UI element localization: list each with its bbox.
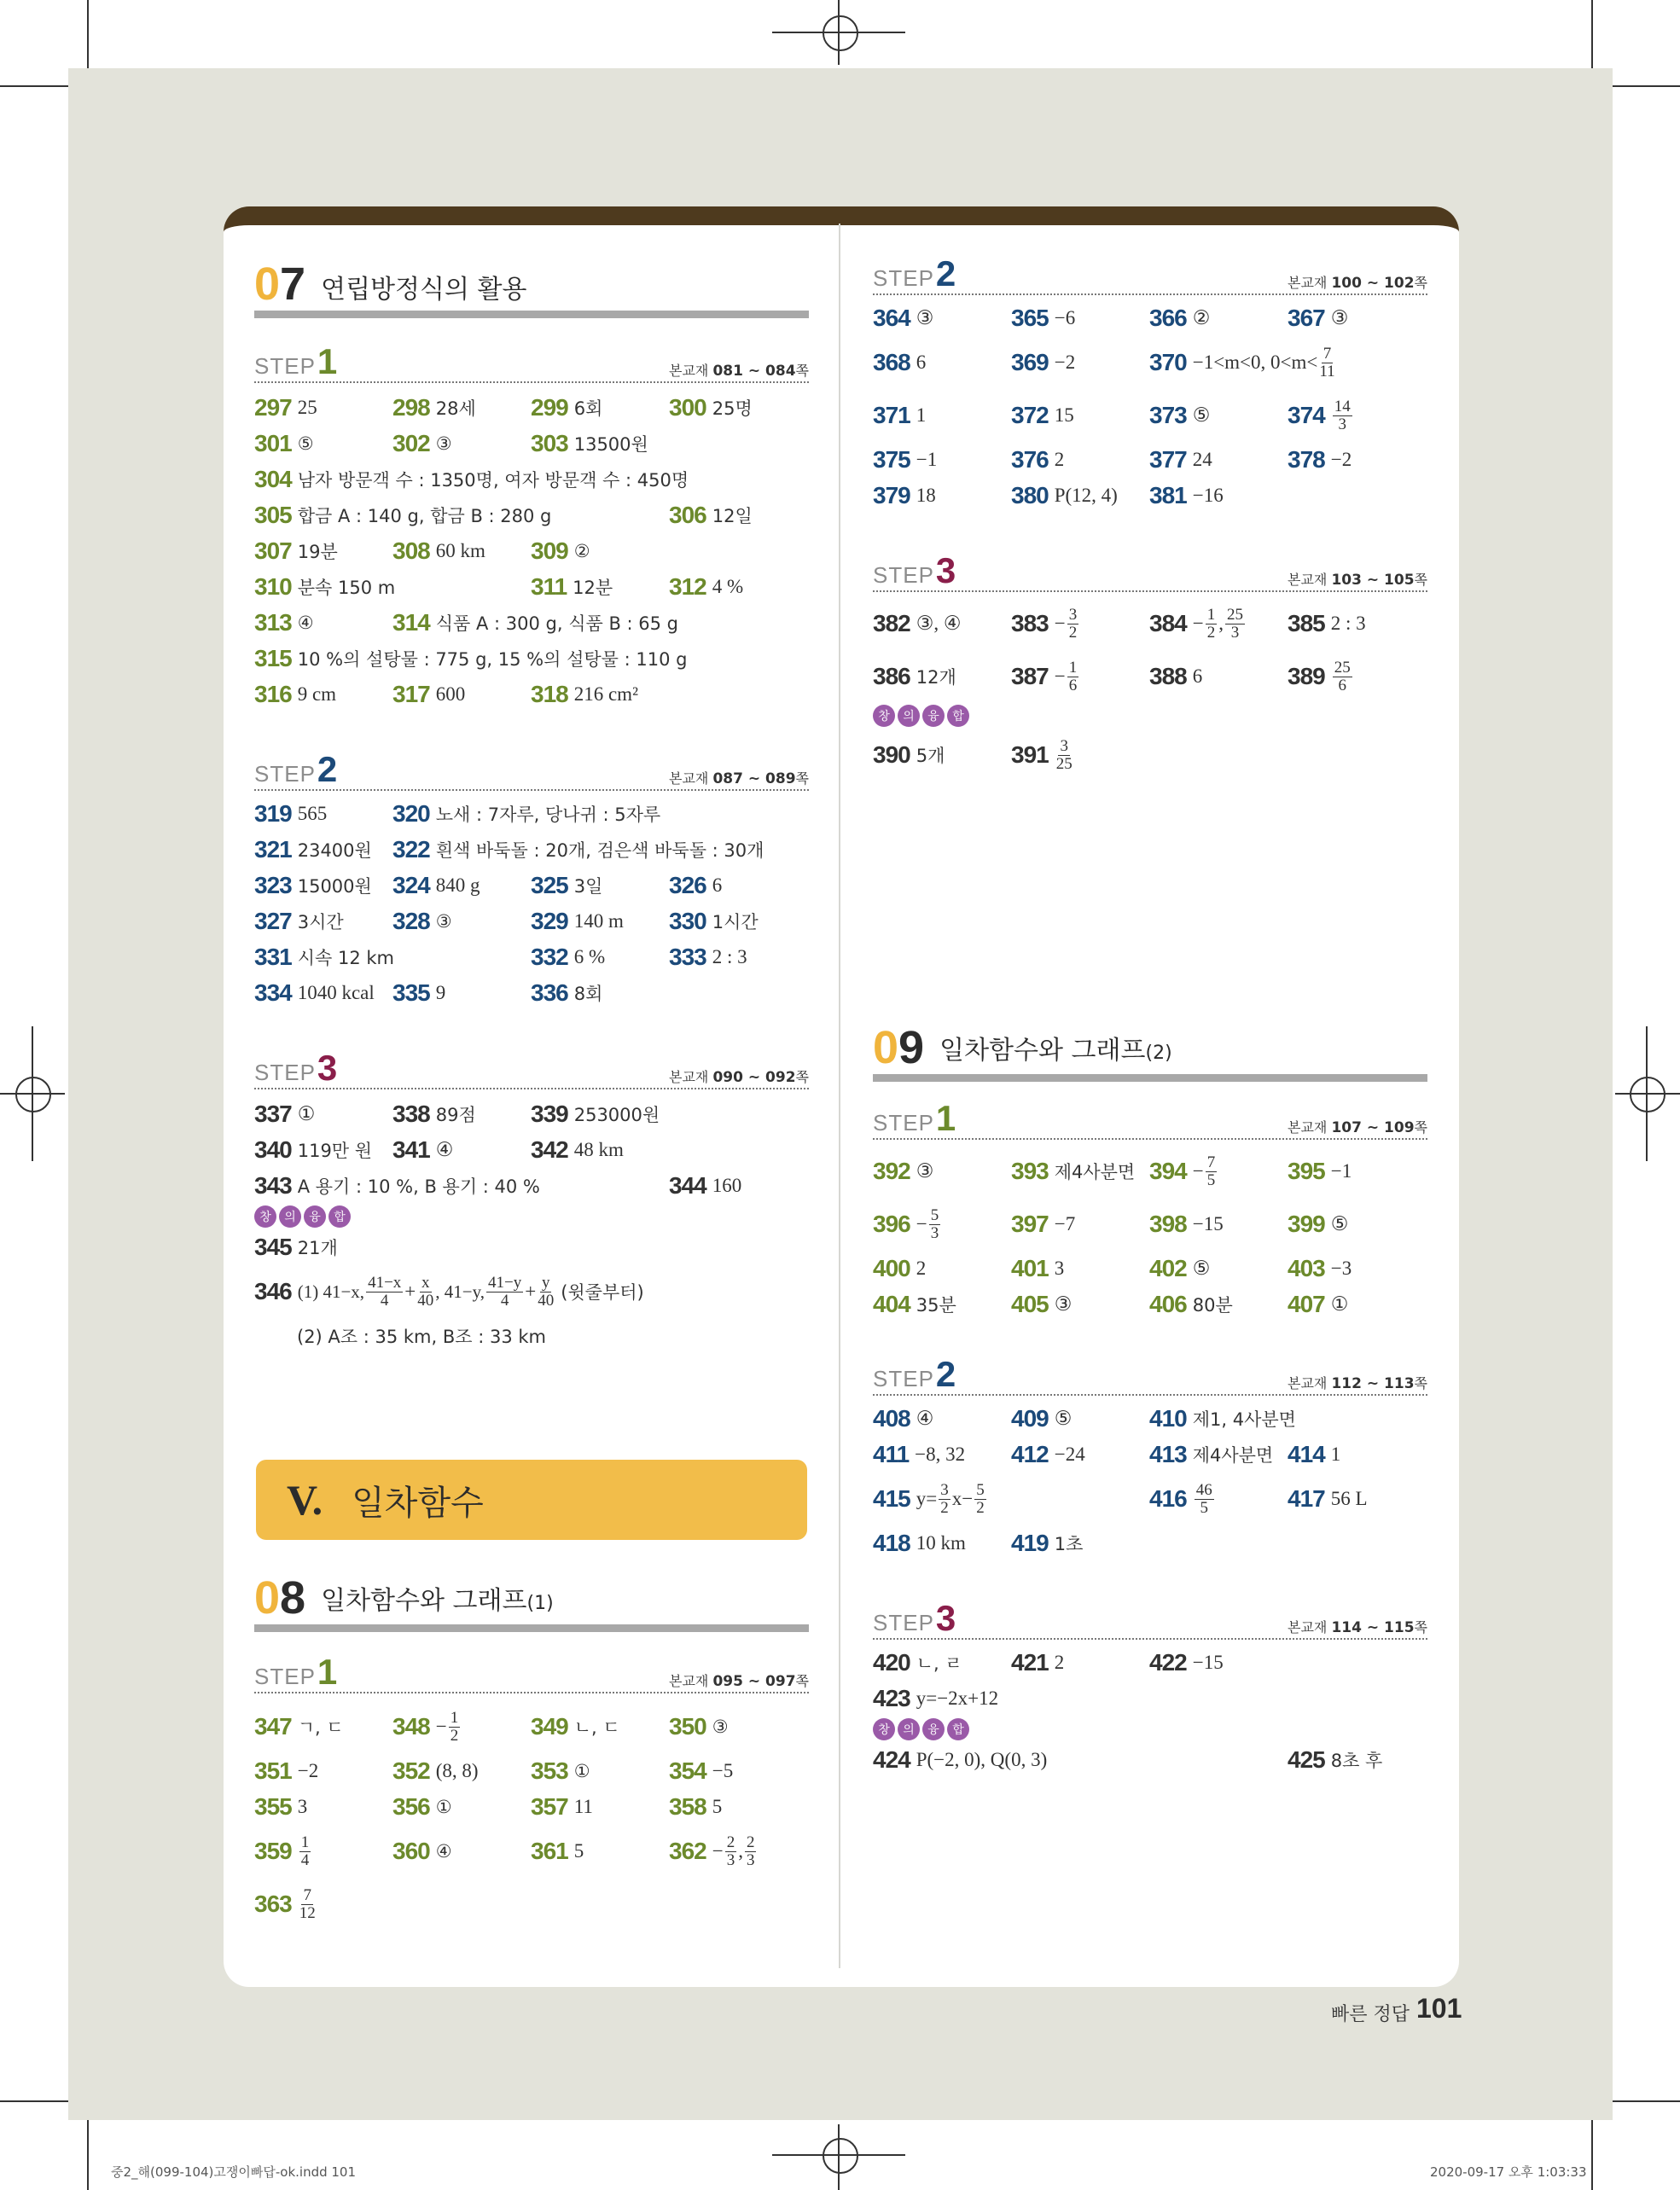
answer-item: 424 P(−2, 0), Q(0, 3) <box>873 1746 1048 1773</box>
answer-grid <box>254 1700 809 1931</box>
step-number: 1 <box>317 341 338 381</box>
step-header <box>254 1049 809 1089</box>
answer-grid <box>873 1145 1427 1322</box>
answer-item: 323 15000원 <box>254 872 372 898</box>
answer-item: 388 6 <box>1149 663 1203 689</box>
answer-item: 380 P(12, 4) <box>1011 482 1118 508</box>
answer-item: 400 2 <box>873 1255 927 1281</box>
answer-item: 384 − $\frac{1}{2}$ , $\frac{25}{3}$ <box>1149 605 1243 642</box>
answer-item: 383 − $\frac{3}{2}$ <box>1011 605 1078 642</box>
answer-grid <box>873 1742 1427 1778</box>
answer-item: 302 ③ <box>392 430 452 456</box>
answer-item: 394 − $\frac{7}{5}$ <box>1149 1153 1216 1189</box>
answer-item: 379 18 <box>873 482 936 508</box>
trim-line <box>0 2100 68 2102</box>
answer-item: 301 ⑤ <box>254 430 314 456</box>
answer-item: 357 11 <box>531 1793 593 1820</box>
registration-mark <box>15 1077 51 1112</box>
step-number: 3 <box>935 1598 956 1638</box>
answer-item: 303 13500원 <box>531 430 648 456</box>
answer-item: 311 12분 <box>531 573 613 600</box>
answer-item: 406 80분 <box>1149 1291 1233 1317</box>
registration-mark <box>823 2138 858 2174</box>
trim-line <box>87 2120 89 2190</box>
answer-item: 316 9 cm <box>254 681 337 707</box>
step-header <box>873 551 1427 592</box>
answer-item: 321 23400원 <box>254 836 372 863</box>
answer-grid <box>254 796 809 1011</box>
answer-item: 422 −15 <box>1149 1649 1224 1676</box>
chapter-08-header <box>254 1570 809 1632</box>
answer-item: 420 ㄴ, ㄹ <box>873 1649 962 1676</box>
answer-item: 392 ③ <box>873 1158 934 1184</box>
answer-item: 298 28세 <box>392 394 476 421</box>
answer-item: 398 −15 <box>1149 1211 1224 1237</box>
answer-item-part2: (2) A조 : 35 km, B조 : 33 km <box>297 1327 546 1347</box>
answer-item: 382 ③, ④ <box>873 610 962 636</box>
right-column-lower <box>873 1019 1427 1778</box>
step-label: STEP <box>254 761 316 787</box>
answer-item: 343 A 용기 : 10 %, B 용기 : 40 % <box>254 1172 540 1199</box>
right-column <box>873 254 1427 781</box>
answer-item: 376 2 <box>1011 446 1065 473</box>
answer-item: 378 −2 <box>1288 446 1352 473</box>
chapter-number-lead: 0 <box>254 259 281 310</box>
step-label: STEP <box>873 1366 934 1391</box>
answer-item: 347 ㄱ, ㄷ <box>254 1713 344 1740</box>
answer-item: 312 4 % <box>669 573 744 600</box>
page-reference: 본교재 087 ~ 089쪽 <box>669 770 809 787</box>
answer-item: 305 합금 A : 140 g, 합금 B : 280 g <box>254 502 552 528</box>
step-number: 3 <box>317 1048 338 1088</box>
answer-grid <box>254 1096 809 1204</box>
creative-badge: 창 의 융 합 <box>873 703 1427 729</box>
answer-item: 313 ④ <box>254 609 314 636</box>
answer-item: 374 $\frac{14}{3}$ <box>1288 397 1351 433</box>
answer-item: 307 19분 <box>254 537 338 564</box>
registration-line <box>838 2124 840 2190</box>
answer-item: 404 35분 <box>873 1291 956 1317</box>
page-reference: 본교재 114 ~ 115쪽 <box>1288 1619 1427 1636</box>
step-header <box>254 342 809 383</box>
answer-item: 297 25 <box>254 394 317 421</box>
answer-item: 377 24 <box>1149 446 1212 473</box>
answer-grid <box>873 300 1427 514</box>
step-number: 2 <box>935 253 956 293</box>
print-slug-file: 중2_해(099-104)고쟁이빠답-ok.indd 101 <box>111 2164 357 2180</box>
answer-item: 350 ③ <box>669 1713 729 1740</box>
left-column-lower <box>254 1570 809 1931</box>
page-reference: 본교재 081 ~ 084쪽 <box>669 363 809 380</box>
answer-item: 409 ⑤ <box>1011 1405 1073 1432</box>
answer-item: 326 6 <box>669 872 723 898</box>
answer-item: 365 −6 <box>1011 305 1076 331</box>
answer-item: 390 5개 <box>873 741 945 768</box>
answer-item: 325 3일 <box>531 872 603 898</box>
answer-item: 412 −24 <box>1011 1441 1085 1467</box>
answer-item: 356 ① <box>392 1793 452 1820</box>
answer-item: 369 −2 <box>1011 349 1076 375</box>
answer-item: 375 −1 <box>873 446 938 473</box>
answer-item: 310 분속 150 m <box>254 573 396 600</box>
column-divider <box>839 224 840 1968</box>
answer-item: 345 21개 <box>254 1234 338 1260</box>
answer-item: 308 60 km <box>392 537 485 564</box>
step-number: 3 <box>935 550 956 590</box>
answer-item: 385 2 : 3 <box>1288 610 1366 636</box>
answer-grid <box>873 597 1427 703</box>
answer-item: 386 12개 <box>873 663 956 689</box>
footer-label: 빠른 정답 <box>1331 2004 1410 2025</box>
answer-item: 393 제4사분면 <box>1011 1158 1136 1184</box>
answer-item: 348 − $\frac{1}{2}$ <box>392 1708 459 1745</box>
step-number: 2 <box>935 1354 956 1394</box>
answer-item: 402 ⑤ <box>1149 1255 1211 1281</box>
answer-item: 410 제1, 4사분면 <box>1149 1405 1296 1432</box>
registration-line <box>1615 1093 1680 1095</box>
answer-item: 370 −1<m<0, 0<m< $\frac{7}{11}$ <box>1149 344 1335 380</box>
unit-number: V. <box>287 1476 323 1524</box>
chapter-07-header <box>254 256 809 318</box>
answer-item: 367 ③ <box>1288 305 1349 331</box>
trim-line <box>1613 85 1680 87</box>
answer-item: 373 ⑤ <box>1149 402 1211 428</box>
answer-item: 335 9 <box>392 979 446 1006</box>
answer-item: 391 $\frac{3}{25}$ <box>1011 736 1073 773</box>
chapter-number-rest: 7 <box>280 259 306 310</box>
registration-mark <box>1630 1077 1665 1112</box>
answer-item: 333 2 : 3 <box>669 944 747 970</box>
answer-item: 340 119만 원 <box>254 1136 373 1163</box>
answer-grid <box>254 390 809 712</box>
step-header <box>254 750 809 791</box>
answer-item: 387 − $\frac{1}{6}$ <box>1011 658 1078 694</box>
chapter-number <box>254 259 306 310</box>
answer-item: 407 ① <box>1288 1291 1349 1317</box>
page-reference: 본교재 095 ~ 097쪽 <box>669 1673 809 1690</box>
answer-item: 342 48 km <box>531 1136 624 1163</box>
answer-item: 421 2 <box>1011 1649 1065 1676</box>
answer-item: 331 시속 12 km <box>254 944 394 970</box>
page-reference: 본교재 103 ~ 105쪽 <box>1288 572 1427 589</box>
answer-item: 371 1 <box>873 402 927 428</box>
answer-item: 411 −8, 32 <box>873 1441 966 1467</box>
answer-item: 352 (8, 8) <box>392 1757 479 1784</box>
answer-item: 414 1 <box>1288 1441 1341 1467</box>
answer-item: 366 ② <box>1149 305 1211 331</box>
trim-line <box>0 85 68 87</box>
answer-item: 337 ① <box>254 1101 316 1127</box>
step-number: 1 <box>935 1098 956 1138</box>
answer-item: 396 − $\frac{5}{3}$ <box>873 1205 939 1242</box>
answer-grid <box>873 729 1427 781</box>
answer-item: 359 $\frac{1}{4}$ <box>254 1833 310 1869</box>
answer-item: 346 (1) 41−x, $\frac{41-x}{4}$ + $\frac{x}{40}$ , 41−y, $\frac{41-y}{4}$ + $\frac{y}{40}$ (윗줄부터) <box>254 1273 644 1310</box>
answer-item: 320 노새 : 7자루, 당나귀 : 5자루 <box>392 800 661 827</box>
trim-line <box>1591 0 1593 68</box>
step-label: STEP <box>254 353 316 379</box>
answer-item: 338 89점 <box>392 1101 476 1127</box>
answer-item: 397 −7 <box>1011 1211 1076 1237</box>
answer-item: 341 ④ <box>392 1136 454 1163</box>
answer-item: 317 600 <box>392 681 466 707</box>
answer-item: 417 56 L <box>1288 1485 1368 1512</box>
answer-item: 419 1초 <box>1011 1530 1084 1556</box>
step-label: STEP <box>873 1110 934 1136</box>
page-reference: 본교재 112 ~ 113쪽 <box>1288 1375 1427 1392</box>
answer-item: 318 216 cm² <box>531 681 638 707</box>
answer-item: 362 − $\frac{2}{3}$ , $\frac{2}{3}$ <box>669 1833 755 1869</box>
answer-item: 405 ③ <box>1011 1291 1073 1317</box>
answer-item: 381 −16 <box>1149 482 1224 508</box>
answer-item: 315 10 %의 설탕물 : 775 g, 15 %의 설탕물 : 110 g <box>254 645 688 671</box>
unit-banner <box>256 1460 807 1540</box>
chapter-title: 연립방정식의 활용 <box>321 275 527 305</box>
chapter-09-header <box>873 1019 1427 1082</box>
answer-item: 363 $\frac{7}{12}$ <box>254 1885 316 1922</box>
answer-item: 354 −5 <box>669 1757 734 1784</box>
answer-item: 403 −3 <box>1288 1255 1352 1281</box>
creative-badge: 창 의 융 합 <box>254 1204 809 1229</box>
registration-line <box>32 1026 33 1161</box>
answer-item: 425 8초 후 <box>1288 1746 1383 1773</box>
answer-item: 334 1040 kcal <box>254 979 375 1006</box>
registration-line <box>838 0 840 65</box>
step-header <box>873 1099 1427 1140</box>
fraction: $\frac{y}{40}$ <box>538 1273 555 1310</box>
unit-title: 일차함수 <box>352 1483 484 1523</box>
answer-item: 339 253000원 <box>531 1101 660 1127</box>
answer-item: 368 6 <box>873 349 927 375</box>
answer-item: 304 남자 방문객 수 : 1350명, 여자 방문객 수 : 450명 <box>254 466 689 492</box>
answer-item: 324 840 g <box>392 872 480 898</box>
step-number: 2 <box>317 749 338 789</box>
chapter-number: 08 <box>254 1572 306 1624</box>
answer-item: 351 −2 <box>254 1757 319 1784</box>
answer-item: 322 흰색 바둑돌 : 20개, 검은색 바둑돌 : 30개 <box>392 836 764 863</box>
answer-item: 306 12일 <box>669 502 753 528</box>
chapter-title: 일차함수와 그래프(2) <box>939 1036 1172 1066</box>
answer-item: 299 6회 <box>531 394 603 421</box>
step-header <box>873 1355 1427 1396</box>
answer-item: 399 ⑤ <box>1288 1211 1349 1237</box>
page-number: 101 <box>1416 1993 1462 2024</box>
answer-item: 361 5 <box>531 1838 584 1864</box>
answer-item: 330 1시간 <box>669 908 759 934</box>
answer-item: 329 140 m <box>531 908 624 934</box>
step-number: 1 <box>317 1652 338 1692</box>
answer-item: 336 8회 <box>531 979 603 1006</box>
step-label: STEP <box>873 265 934 291</box>
answer-item: 332 6 % <box>531 944 606 970</box>
answer-item: 413 제4사분면 <box>1149 1441 1274 1467</box>
step-label: STEP <box>254 1060 316 1085</box>
registration-mark <box>823 15 858 51</box>
fraction: $\frac{41-y}{4}$ <box>488 1273 522 1310</box>
answer-item: 319 565 <box>254 800 328 827</box>
answer-item: 395 −1 <box>1288 1158 1352 1184</box>
left-column <box>254 256 809 1354</box>
trim-line <box>1613 2100 1680 2102</box>
answer-item: 360 ④ <box>392 1838 452 1864</box>
step-label: STEP <box>254 1664 316 1689</box>
page-reference: 본교재 107 ~ 109쪽 <box>1288 1119 1427 1136</box>
page-reference: 본교재 090 ~ 092쪽 <box>669 1069 809 1086</box>
answer-item: 328 ③ <box>392 908 452 934</box>
answer-item: 353 ① <box>531 1757 590 1784</box>
answer-item: 327 3시간 <box>254 908 344 934</box>
answer-item: 349 ㄴ, ㄷ <box>531 1713 620 1740</box>
trim-line <box>1591 2120 1593 2190</box>
answer-item: 364 ③ <box>873 305 934 331</box>
answer-item: 344 160 <box>669 1172 742 1199</box>
creative-badge: 창 의 융 합 <box>873 1717 1427 1742</box>
chapter-number: 09 <box>873 1022 925 1073</box>
answer-item: 300 25명 <box>669 394 753 421</box>
step-label: STEP <box>873 1610 934 1635</box>
answer-item: 372 15 <box>1011 402 1074 428</box>
answer-item: 418 10 km <box>873 1530 966 1556</box>
step-label: STEP <box>873 562 934 588</box>
answer-item: 358 5 <box>669 1793 723 1820</box>
answer-item: 415 y= $\frac{3}{2}$ x− $\frac{5}{2}$ <box>873 1480 985 1517</box>
print-slug-date: 2020-09-17 오후 1:03:33 <box>1430 2164 1587 2180</box>
answer-item: 416 $\frac{46}{5}$ <box>1149 1480 1212 1517</box>
trim-line <box>87 0 89 68</box>
step-header <box>873 1599 1427 1640</box>
answer-item: 423 y=−2x+12 <box>873 1685 999 1711</box>
answer-item: 389 $\frac{25}{6}$ <box>1288 658 1351 694</box>
answer-item: 314 식품 A : 300 g, 식품 B : 65 g <box>392 609 679 636</box>
fraction: $\frac{41-x}{4}$ <box>368 1273 402 1310</box>
answer-grid <box>873 1401 1427 1561</box>
answer-item: 309 ② <box>531 537 590 564</box>
chapter-title: 일차함수와 그래프(1) <box>321 1586 554 1616</box>
registration-line <box>1646 1026 1648 1161</box>
answer-item: 401 3 <box>1011 1255 1065 1281</box>
answer-item: 355 3 <box>254 1793 308 1820</box>
answer-item: 408 ④ <box>873 1405 934 1432</box>
page-reference: 본교재 100 ~ 102쪽 <box>1288 275 1427 292</box>
answer-grid <box>873 1645 1427 1717</box>
step-header <box>873 254 1427 295</box>
step-header <box>254 1653 809 1693</box>
fraction: $\frac{x}{40}$ <box>417 1273 434 1310</box>
